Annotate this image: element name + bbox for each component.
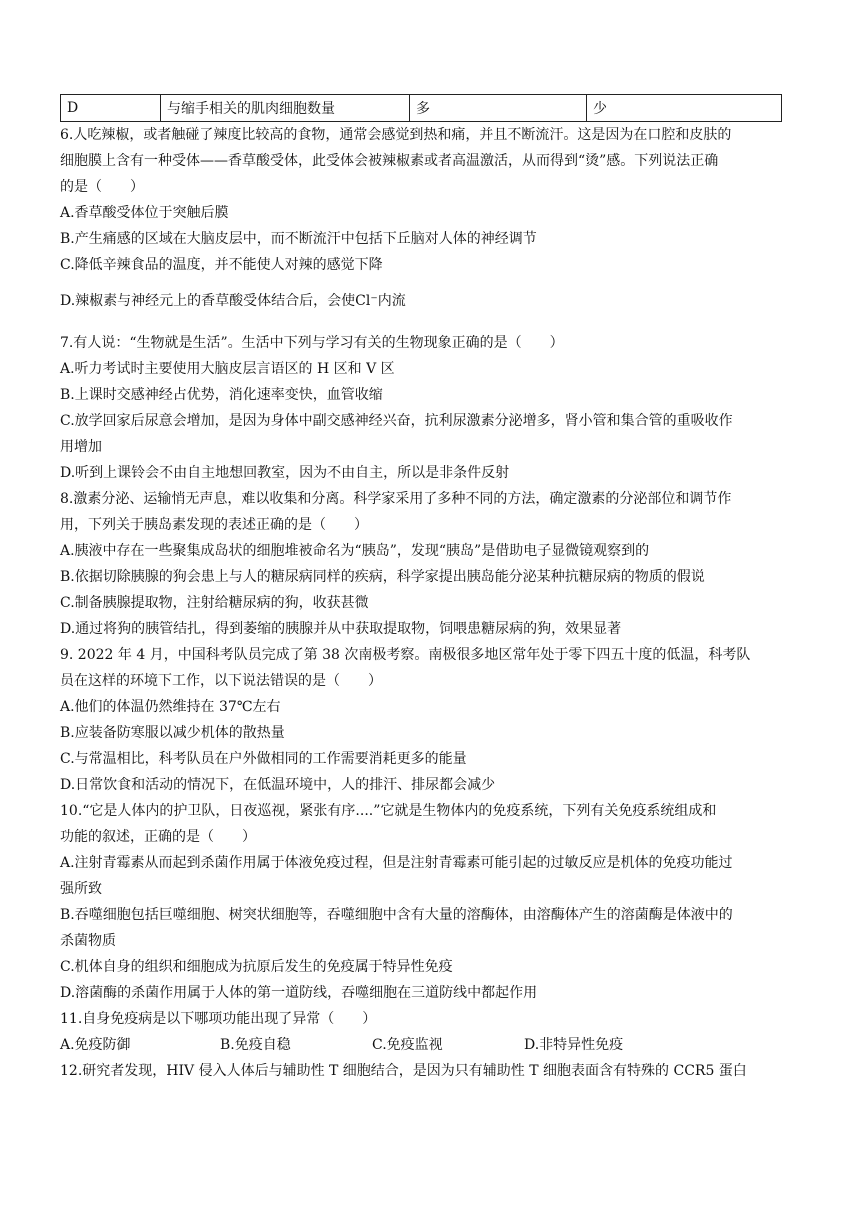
option-d: D.日常饮食和活动的情况下，在低温环境中，人的排汗、排尿都会减少 bbox=[60, 777, 496, 793]
question-text: 8.激素分泌、运输悄无声息，难以收集和分离。科学家采用了多种不同的方法，确定激素的分泌部位和调节作 bbox=[60, 491, 732, 507]
table-cell: 少 bbox=[587, 95, 782, 122]
answer-table bbox=[60, 94, 782, 122]
option-b: B.免疫自稳 bbox=[220, 1037, 291, 1053]
table-cell: 多 bbox=[410, 95, 587, 122]
option-a: A.胰液中存在一些聚集成岛状的细胞堆被命名为“胰岛”，发现“胰岛”是借助电子显微镜观察到的 bbox=[60, 543, 650, 559]
question-text: 7.有人说：“生物就是生活”。生活中下列与学习有关的生物现象正确的是（ ） bbox=[60, 335, 564, 351]
question-text: 的是（ ） bbox=[60, 179, 144, 195]
table-cell: D bbox=[61, 95, 161, 122]
question-9 bbox=[60, 642, 796, 798]
option-a: A.注射青霉素从而起到杀菌作用属于体液免疫过程，但是注射青霉素可能引起的过敏反应是机体的免疫功能过 bbox=[60, 855, 733, 871]
option-d: D.辣椒素与神经元上的香草酸受体结合后，会使Cl⁻内流 bbox=[60, 293, 406, 309]
option-d: D.听到上课铃会不由自主地想回教室，因为不由自主，所以是非条件反射 bbox=[60, 465, 510, 481]
option-a: A.听力考试时主要使用大脑皮层言语区的 H 区和 V 区 bbox=[60, 361, 395, 377]
question-text: 9. 2022 年 4 月，中国科考队员完成了第 38 次南极考察。南极很多地区常年处于零下四五十度的低温，科考队 bbox=[60, 647, 751, 663]
option-b: B.上课时交感神经占优势，消化速率变快，血管收缩 bbox=[60, 387, 383, 403]
option-c: C.免疫监视 bbox=[372, 1037, 443, 1053]
question-10 bbox=[60, 798, 796, 1006]
option-b-continued: 杀菌物质 bbox=[60, 933, 116, 949]
option-c: C.降低辛辣食品的温度，并不能使人对辣的感觉下降 bbox=[60, 257, 383, 273]
option-c: C.放学回家后尿意会增加，是因为身体中副交感神经兴奋，抗利尿激素分泌增多，肾小管和集合管的重吸收作 bbox=[60, 413, 733, 429]
question-text: 10.“它是人体内的护卫队，日夜巡视，紧张有序....”它就是生物体内的免疫系统，下列有关免疫系统组成和 bbox=[60, 803, 717, 819]
option-b: B.吞噬细胞包括巨噬细胞、树突状细胞等，吞噬细胞中含有大量的溶酶体，由溶酶体产生的溶菌酶是体液中的 bbox=[60, 907, 733, 923]
question-text: 功能的叙述，正确的是（ ） bbox=[60, 829, 256, 845]
option-b: B.产生痛感的区域在大脑皮层中，而不断流汗中包括下丘脑对人体的神经调节 bbox=[60, 231, 537, 247]
question-8 bbox=[60, 486, 796, 642]
option-a-continued: 强所致 bbox=[60, 881, 102, 897]
option-d: D.非特异性免疫 bbox=[524, 1037, 624, 1053]
question-text: 用，下列关于胰岛素发现的表述正确的是（ ） bbox=[60, 517, 368, 533]
option-c: C.制备胰腺提取物，注射给糖尿病的狗，收获甚微 bbox=[60, 595, 369, 611]
question-text: 11.自身免疫病是以下哪项功能出现了异常（ ） bbox=[60, 1011, 377, 1027]
question-text: 12.研究者发现，HIV 侵入人体后与辅助性 T 细胞结合，是因为只有辅助性 T 细胞表面含有特殊的 CCR5 蛋白 bbox=[60, 1063, 747, 1079]
question-text: 6.人吃辣椒，或者触碰了辣度比较高的食物，通常会感觉到热和痛，并且不断流汗。这是因为在口腔和皮肤的 bbox=[60, 127, 732, 143]
question-text: 细胞膜上含有一种受体——香草酸受体，此受体会被辣椒素或者高温激活，从而得到“烫”感。下列说法正确 bbox=[60, 153, 719, 169]
question-12 bbox=[60, 1058, 796, 1084]
question-11 bbox=[60, 1006, 796, 1058]
option-c: C.机体自身的组织和细胞成为抗原后发生的免疫属于特异性免疫 bbox=[60, 959, 453, 975]
option-a: A.他们的体温仍然维持在 37℃左右 bbox=[60, 699, 281, 715]
option-c-continued: 用增加 bbox=[60, 439, 102, 455]
option-b: B.依据切除胰腺的狗会患上与人的糖尿病同样的疾病，科学家提出胰岛能分泌某种抗糖尿病的物质的假说 bbox=[60, 569, 705, 585]
option-a: A.香草酸受体位于突触后膜 bbox=[60, 205, 229, 221]
question-7 bbox=[60, 330, 796, 486]
options-row bbox=[60, 1032, 796, 1058]
option-d: D.通过将狗的胰管结扎，得到萎缩的胰腺并从中获取提取物，饲喂患糖尿病的狗，效果显著 bbox=[60, 621, 622, 637]
question-6 bbox=[60, 122, 796, 314]
table-cell: 与缩手相关的肌肉细胞数量 bbox=[161, 95, 410, 122]
option-d: D.溶菌酶的杀菌作用属于人体的第一道防线，吞噬细胞在三道防线中都起作用 bbox=[60, 985, 538, 1001]
option-c: C.与常温相比，科考队员在户外做相同的工作需要消耗更多的能量 bbox=[60, 751, 467, 767]
question-text: 员在这样的环境下工作，以下说法错误的是（ ） bbox=[60, 673, 382, 689]
option-a: A.免疫防御 bbox=[60, 1037, 131, 1053]
table-row bbox=[61, 95, 782, 122]
option-b: B.应装备防寒服以减少机体的散热量 bbox=[60, 725, 285, 741]
